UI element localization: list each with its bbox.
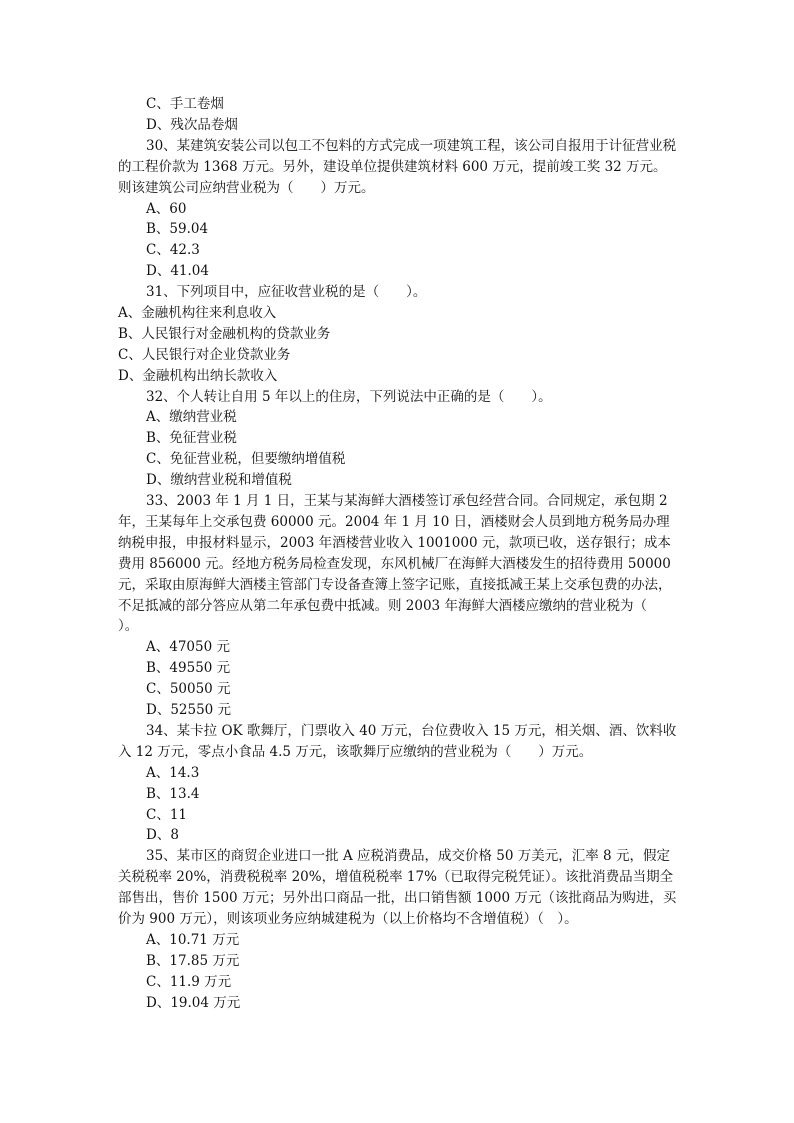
option-q29-d: D、残次品卷烟 xyxy=(146,116,238,133)
option-q31-b: B、人民银行对金融机构的贷款业务 xyxy=(118,325,331,342)
option-q34-d: D、8 xyxy=(146,827,179,844)
question-30-stem: 30、某建筑安装公司以包工不包料的方式完成一项建筑工程，该公司自报用于计征营业税的工程价款为 1368 万元。另外，建设单位提供建筑材料 600 万元，提前竣工奖 32 万元。则该建筑公司应纳营业税为（ ）万元。 xyxy=(118,137,677,196)
option-q33-b: B、49550 元 xyxy=(146,660,231,677)
question-33-stem: 33、2003 年 1 月 1 日，王某与某海鲜大酒楼签订承包经营合同。合同规定，承包期 2 年，王某每年上交承包费 60000 元。2004 年 1 月 10 日，酒楼财会人员到地方税务局办理纳税申报，申报材料显示，2003 年酒楼营业收入 1001000 元，款项已收，送存银行；成本费用 856000 元。经地方税务局检查发现，东风机械厂在海鲜大酒楼发生的招待费用 50000 元，采取由原海鲜大酒楼主管部门专设备查簿上签字记账，直接抵减王某上交承包费的办法，不足抵减的部分答应从第二年承包费中抵减。则 2003 年海鲜大酒楼应缴纳的营业税为（ ）。 xyxy=(118,493,674,635)
option-q35-d: D、19.04 万元 xyxy=(146,994,241,1011)
option-q30-a: A、60 xyxy=(146,200,187,217)
option-q34-c: C、11 xyxy=(146,806,188,823)
question-35-stem: 35、某市区的商贸企业进口一批 A 应税消费品，成交价格 50 万美元，汇率 8 元，假定关税税率 20%，消费税税率 20%，增值税税率 17%（已取得完税凭证）。该批消费品当期全部售出，售价 1500 万元；另外出口商品一批，出口销售额 1000 万元（该批商品为购进，买价为 900 万元），则该项业务应纳城建税为（以上价格均不含增值税）（ ）。 xyxy=(118,848,677,927)
option-q33-d: D、52550 元 xyxy=(146,702,232,719)
option-q30-b: B、59.04 xyxy=(146,221,209,238)
option-q29-c: C、手工卷烟 xyxy=(146,96,224,112)
option-q34-b: B、13.4 xyxy=(146,785,200,802)
option-q35-b: B、17.85 万元 xyxy=(146,952,240,969)
option-q31-a: A、金融机构往来利息收入 xyxy=(118,304,277,321)
option-q32-c: C、免征营业税，但要缴纳增值税 xyxy=(146,451,346,468)
question-list xyxy=(118,94,678,1013)
option-q32-b: B、免征营业税 xyxy=(146,430,237,447)
option-q35-a: A、10.71 万元 xyxy=(146,931,240,948)
question-32-stem: 32、个人转让自用 5 年以上的住房，下列说法中正确的是（ ）。 xyxy=(146,388,552,405)
option-q30-c: C、42.3 xyxy=(146,242,200,259)
option-q32-a: A、缴纳营业税 xyxy=(146,409,237,426)
option-q31-c: C、人民银行对企业贷款业务 xyxy=(118,346,291,363)
option-q30-d: D、41.04 xyxy=(146,263,209,280)
option-q34-a: A、14.3 xyxy=(146,764,200,781)
option-q35-c: C、11.9 万元 xyxy=(146,973,232,990)
question-34-stem: 34、某卡拉 OK 歌舞厅，门票收入 40 万元，台位费收入 15 万元，相关烟、酒、饮料收入 12 万元，零点小食品 4.5 万元，该歌舞厅应缴纳的营业税为（ ）万元。 xyxy=(118,722,677,760)
question-31-stem: 31、下列项目中，应征收营业税的是（ ）。 xyxy=(146,284,427,301)
option-q32-d: D、缴纳营业税和增值税 xyxy=(146,472,292,489)
option-q33-a: A、47050 元 xyxy=(146,639,230,656)
option-q33-c: C、50050 元 xyxy=(146,681,231,698)
option-q31-d: D、金融机构出纳长款收入 xyxy=(118,367,278,384)
